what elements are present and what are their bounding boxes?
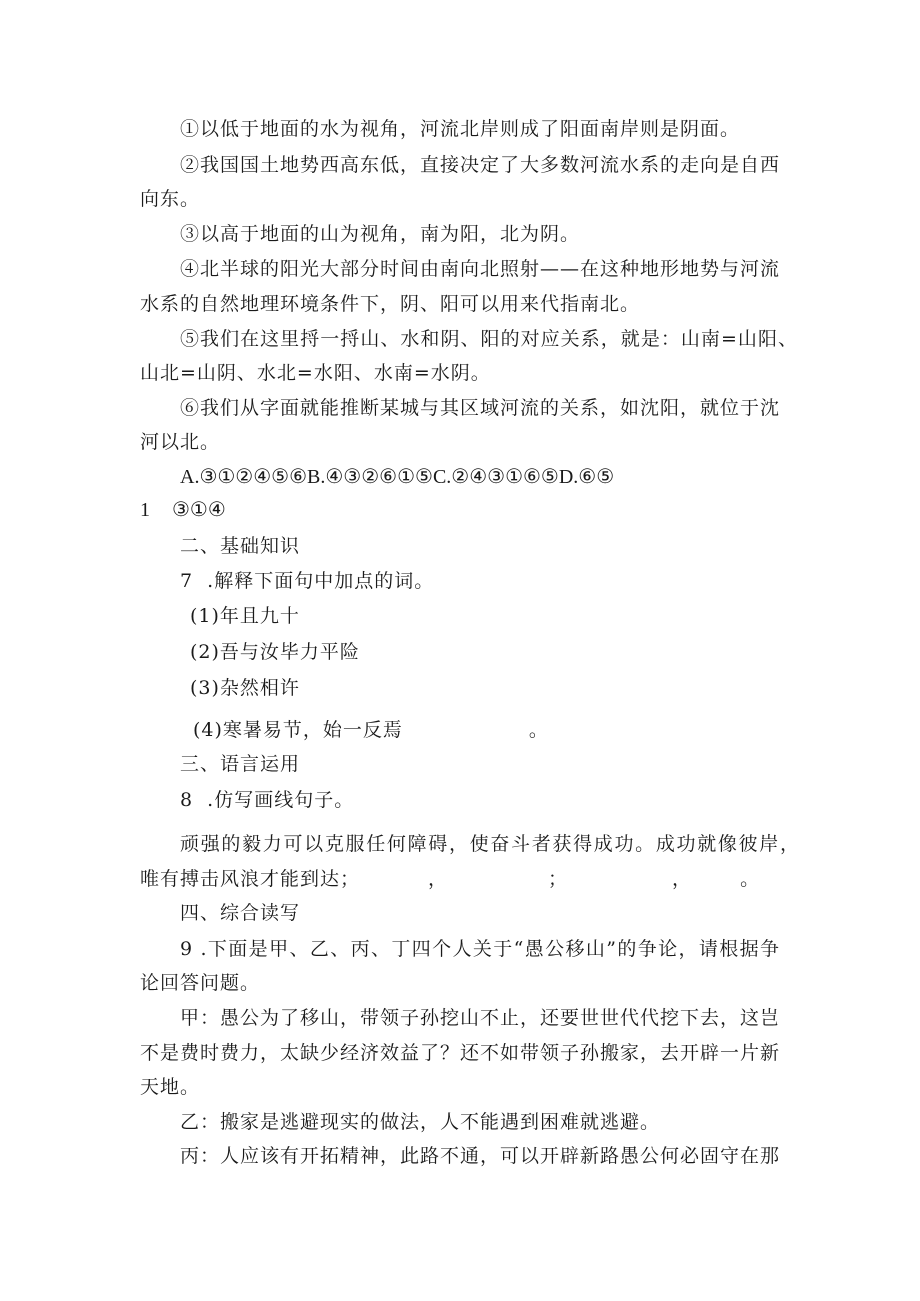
q8-given-sentence: 唯有搏击风浪才能到达；	[140, 868, 361, 890]
question-9-line-2: 论回答问题。	[140, 972, 261, 994]
yi-statement: 乙：搬家是逃避现实的做法，人不能遇到困难就逃避。	[180, 1111, 661, 1133]
sentence-2-line-1: ②我国国土地势西高东低，直接决定了大多数河流水系的走向是自西	[180, 154, 781, 176]
q8-paragraph-line-1: 顽强的毅力可以克服任何障碍，使奋斗者获得成功。成功就像彼岸，	[180, 833, 800, 855]
sentence-4-line-2: 水系的自然地理环境条件下，阴、阳可以用来代指南北。	[140, 293, 641, 315]
section-2-heading: 二、基础知识	[180, 535, 301, 557]
sentence-3: ③以高于地面的山为视角，南为阳，北为阴。	[180, 223, 581, 245]
q7-item-4	[193, 718, 549, 742]
q7-item-4-text: (4)寒暑易节，始一反焉	[193, 719, 403, 741]
sentence-4-line-1: ④北半球的阳光大部分时间由南向北照射——在这种地形地势与河流	[180, 258, 781, 280]
q8-blank-comma-2: ，	[672, 868, 693, 890]
q7-item-3: (3)杂然相许	[190, 677, 300, 699]
question-9-line-1: 9 .下面是甲、乙、丙、丁四个人关于“愚公移山”的争论，请根据争	[180, 938, 780, 960]
sentence-5-line-1: ⑤我们在这里捋一捋山、水和阴、阳的对应关系，就是：山南=山阳、	[180, 328, 798, 350]
sentence-1: ①以低于地面的水为视角，河流北岸则成了阳面南岸则是阴面。	[180, 118, 741, 140]
section-4-heading: 四、综合读写	[180, 902, 301, 924]
jia-line-2: 不是费时费力，太缺少经济效益了？还不如带领子孙搬家，去开辟一片新	[140, 1042, 781, 1064]
jia-line-1: 甲：愚公为了移山，带领子孙挖山不止，还要世世代代挖下去，这岂	[180, 1007, 781, 1029]
question-8: 8 .仿写画线句子。	[180, 789, 355, 811]
wrap-rest: ③①④	[172, 499, 226, 521]
wrap-number: 1	[140, 499, 150, 521]
sentence-2-line-2: 向东。	[140, 188, 201, 210]
answer-options: A.③①②④⑤⑥B.④③②⑥①⑤C.②④③①⑥⑤D.⑥⑤	[180, 466, 615, 488]
section-3-heading: 三、语言运用	[180, 753, 301, 775]
sentence-5-line-2: 山北=山阴、水北=水阳、水南=水阴。	[140, 362, 491, 384]
sentence-6-line-1: ⑥我们从字面就能推断某城与其区域河流的关系，如沈阳，就位于沈	[180, 397, 781, 419]
q8-blank-period: 。	[740, 868, 761, 890]
q7-item-2: (2)吾与汝毕力平险	[190, 641, 360, 663]
q8-blank-comma-1: ，	[428, 868, 449, 890]
q8-paragraph-line-2	[140, 867, 760, 891]
answer-options-wrap	[140, 498, 226, 522]
q7-item-4-end: 。	[528, 719, 549, 741]
sentence-6-line-2: 河以北。	[140, 431, 221, 453]
bing-line-1: 丙：人应该有开拓精神，此路不通，可以开辟新路愚公何必固守在那	[180, 1145, 781, 1167]
q7-item-1: (1)年且九十	[190, 605, 300, 627]
jia-line-3: 天地。	[140, 1076, 201, 1098]
question-7: 7 .解释下面句中加点的词。	[180, 570, 435, 592]
q8-blank-semicolon: ；	[548, 868, 569, 890]
